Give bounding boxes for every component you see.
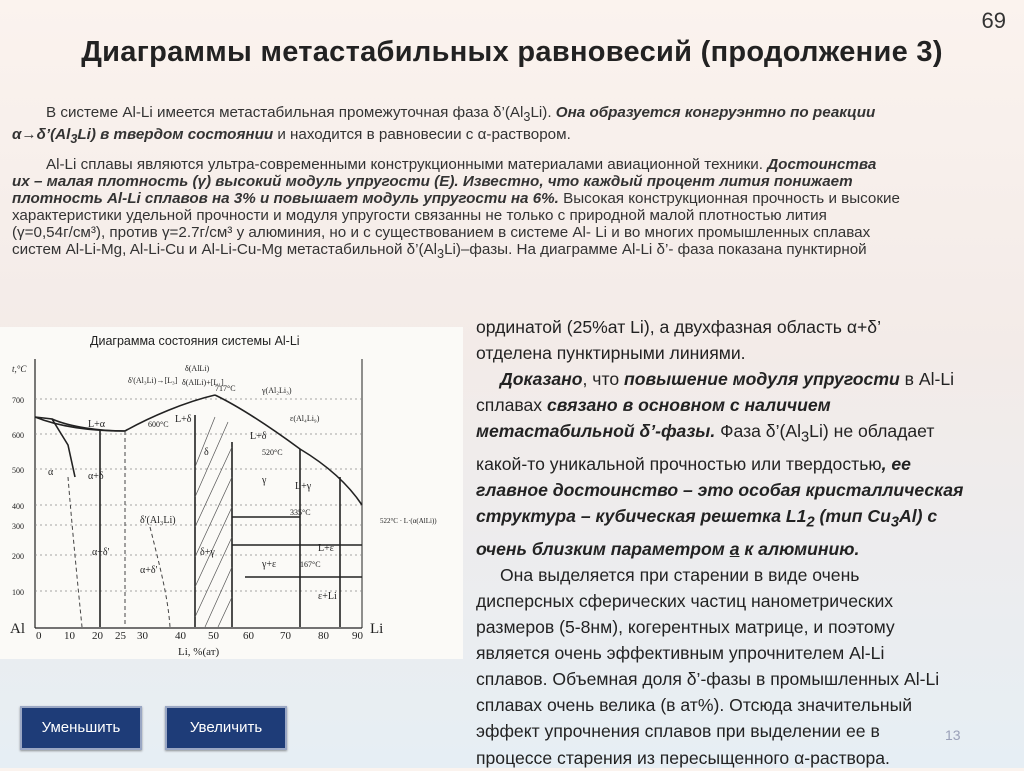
text-run: В системе Al-Li имеется метастабильная промежуточная фаза δ’(Al [46, 104, 524, 121]
text-run: Li). [530, 104, 556, 121]
text-run: и находится в равновесии с α-раствором. [273, 126, 571, 144]
phase-label: α [48, 467, 54, 478]
x-tick-label: 40 [175, 630, 186, 642]
text-run: Li) в твердом состоянии [77, 126, 274, 144]
phase-label: L+α [88, 419, 105, 430]
intro-line: характеристики удельной прочности и модуля упругости связанны не только с природной малой плотностью лития [12, 207, 827, 225]
temperature-label: 520°C [262, 448, 283, 457]
phase-label: γ+ε [262, 559, 277, 570]
text-line [476, 536, 1024, 562]
text-line: является очень эффективным упрочнителем Al-Li [476, 643, 885, 664]
text-run: Li) не обладает [809, 421, 935, 442]
x-tick-label: 25 [115, 630, 126, 642]
phase-label: ε(Al₄Li₉) [290, 414, 320, 423]
emphasis-run: Она образуется конгруэнтно по реакции [555, 104, 876, 121]
text-run: Li)–фазы. На диаграмме Al-Li δ’- фаза показана пунктирной [444, 241, 867, 259]
y-tick-label: 400 [12, 502, 24, 511]
text-run: систем Al-Li-Mg, Al-Li-Cu и Al-Li-Cu-Mg метастабильной δ’(Al [12, 241, 438, 259]
x-tick-label: 10 [64, 630, 75, 642]
text-run: (тип Cu [814, 506, 891, 527]
text-line [476, 503, 1024, 536]
y-ticks [12, 396, 24, 597]
text-line [476, 451, 1024, 477]
text-line: сплавах очень велика (в ат%). Отсюда значительный [476, 695, 913, 716]
y-tick-label: 200 [12, 552, 24, 561]
x-tick-label: 50 [208, 630, 219, 642]
text-run: сплавах [476, 395, 547, 416]
text-line: дисперсных сферических частиц нанометрических [476, 590, 894, 611]
subscript: 3 [523, 110, 531, 125]
al-li-phase-diagram [0, 327, 463, 659]
x-tick-label: 80 [318, 630, 329, 642]
phase-label: α+δ' [140, 565, 158, 576]
intro-line: их – малая плотность (γ) высокий модуль упругости (Е). Известно, что каждый процент лития понижает [12, 173, 853, 191]
text-line [476, 366, 1024, 392]
page-number: 69 [981, 8, 1006, 33]
text-line: Она выделяется при старении в виде очень [500, 564, 860, 585]
text-line: эффект упрочнения сплавов при выделении ее в [476, 721, 880, 742]
phase-label: α+δ' [92, 547, 110, 558]
text-line: главное достоинство – это особая кристаллическая [476, 480, 964, 501]
phase-label: L+ε [318, 543, 334, 554]
text-line: отделена пунктирными линиями. [476, 343, 746, 364]
intro-text [12, 104, 1024, 263]
phase-label: γ(Al₂Li₃) [262, 386, 292, 395]
text-run: к алюминию. [739, 538, 860, 559]
metastable-lines [68, 431, 170, 627]
text-run: , что [582, 369, 624, 390]
intro-line [12, 104, 1024, 126]
text-run: в Al-Li [899, 369, 955, 390]
intro-line [12, 126, 1024, 148]
text-run: Al-Li сплавы являются ультра-современными конструкционными материалами авиационной техники. [46, 156, 768, 174]
phase-boundaries [35, 395, 362, 627]
emphasis-run: плотность Al-Li сплавов на 3% и повышает модуль упругости на 6%. [12, 190, 559, 208]
text-line: размеров (5-8нм), когерентных матрице, и поэтому [476, 617, 895, 638]
delta-hatching [195, 417, 232, 627]
intro-line [12, 190, 1024, 207]
phase-label: L+δ [175, 414, 192, 425]
text-line [476, 418, 1024, 451]
emphasis-run: связано в основном с наличием [547, 395, 831, 416]
y-tick-label: 100 [12, 588, 24, 597]
phase-label: L+γ [295, 481, 312, 492]
zoom-out-button[interactable]: Уменьшить [20, 706, 142, 750]
emphasis-run: , ее [881, 453, 911, 474]
emphasis-run: повышение модуля упругости [624, 369, 900, 390]
y-axis-unit: t,°С [12, 364, 27, 374]
intro-line [12, 156, 1024, 173]
y-tick-label: 300 [12, 522, 24, 531]
subscript: 3 [890, 514, 899, 531]
subscript: 3 [437, 247, 445, 262]
text-run: Al) с [898, 506, 938, 527]
text-line: процессе старения из пересыщенного α-раствора. [476, 747, 890, 768]
text-run: структура – кубическая решетка L1 [476, 506, 807, 527]
x-tick-label: 0 [36, 630, 42, 642]
y-tick-label: 600 [12, 431, 24, 440]
temperature-label: 167°C [300, 560, 321, 569]
x-tick-label: 90 [352, 630, 363, 642]
x-right-element: Li [370, 621, 384, 637]
x-ticks [36, 630, 364, 642]
phase-label: δ(AlLi)+[L₁] [182, 378, 224, 387]
intro-line: (γ=0,54г/см³), против γ=2.7г/см³ у алюминия, но и с существованием в системе Al- Li и во многих промышленных сплавах [12, 224, 871, 242]
right-column-text [476, 314, 1024, 771]
text-run: очень близким параметром [476, 538, 730, 559]
phase-label: δ+γ [200, 547, 215, 558]
y-tick-label: 700 [12, 396, 24, 405]
phase-label: δ(AlLi) [185, 364, 210, 373]
top-phase-labels [128, 364, 437, 569]
diagram-title: Диаграмма состояния системы Al-Li [90, 334, 300, 348]
temperature-label: 600°C [148, 420, 169, 429]
phase-label: L+δ [250, 431, 267, 442]
slide-title: Диаграммы метастабильных равновесий (продолжение 3) [81, 36, 943, 68]
y-tick-label: 500 [12, 466, 24, 475]
phase-label: δ [204, 447, 209, 458]
underlined-run: а [729, 538, 740, 559]
text-line: ординатой (25%ат Li), а двухфазная область α+δ’ [476, 317, 881, 337]
emphasis-run: метастабильной δ’-фазы. [476, 421, 716, 442]
text-run: какой-то уникальной прочностью или твердостью [476, 453, 882, 474]
x-axis-label: Li, %(ат) [178, 646, 220, 658]
phase-diagram-svg [0, 327, 463, 659]
text-run: α→δ’(Al [12, 126, 71, 144]
phase-label: ε+Li [318, 591, 337, 602]
phase-label: δ'(Al₃Li)→[L₃] [128, 376, 178, 385]
x-tick-label: 20 [92, 630, 103, 642]
x-left-element: Al [10, 621, 25, 637]
intro-line [12, 241, 1024, 263]
temperature-label: 717°C [215, 384, 236, 393]
phase-label: α+δ [88, 471, 104, 482]
text-run: Высокая конструкционная прочность и высокие [558, 190, 900, 208]
phase-label: γ [262, 475, 267, 486]
emphasis-run [12, 126, 274, 147]
emphasis-run: Доказано [500, 369, 583, 390]
text-run: Фаза δ’(Al [715, 421, 802, 442]
x-tick-label: 30 [137, 630, 148, 642]
subscript: 3 [70, 132, 78, 147]
zoom-in-button[interactable]: Увеличить [165, 706, 287, 750]
subscript: 3 [801, 429, 810, 446]
x-tick-label: 60 [243, 630, 254, 642]
text-line [476, 392, 1024, 418]
temperature-label: 335°C [290, 508, 311, 517]
emphasis-run: Достоинства [767, 156, 877, 174]
subscript: 2 [806, 514, 815, 531]
text-line: сплавов. Объемная доля δ’-фазы в промышленных Al-Li [476, 669, 940, 690]
slide-counter: 13 [945, 727, 961, 743]
phase-label: δ'(Al₃Li) [140, 515, 176, 526]
x-tick-label: 70 [280, 630, 291, 642]
side-note: 522°C · L·(α(AlLi)) [380, 517, 437, 525]
